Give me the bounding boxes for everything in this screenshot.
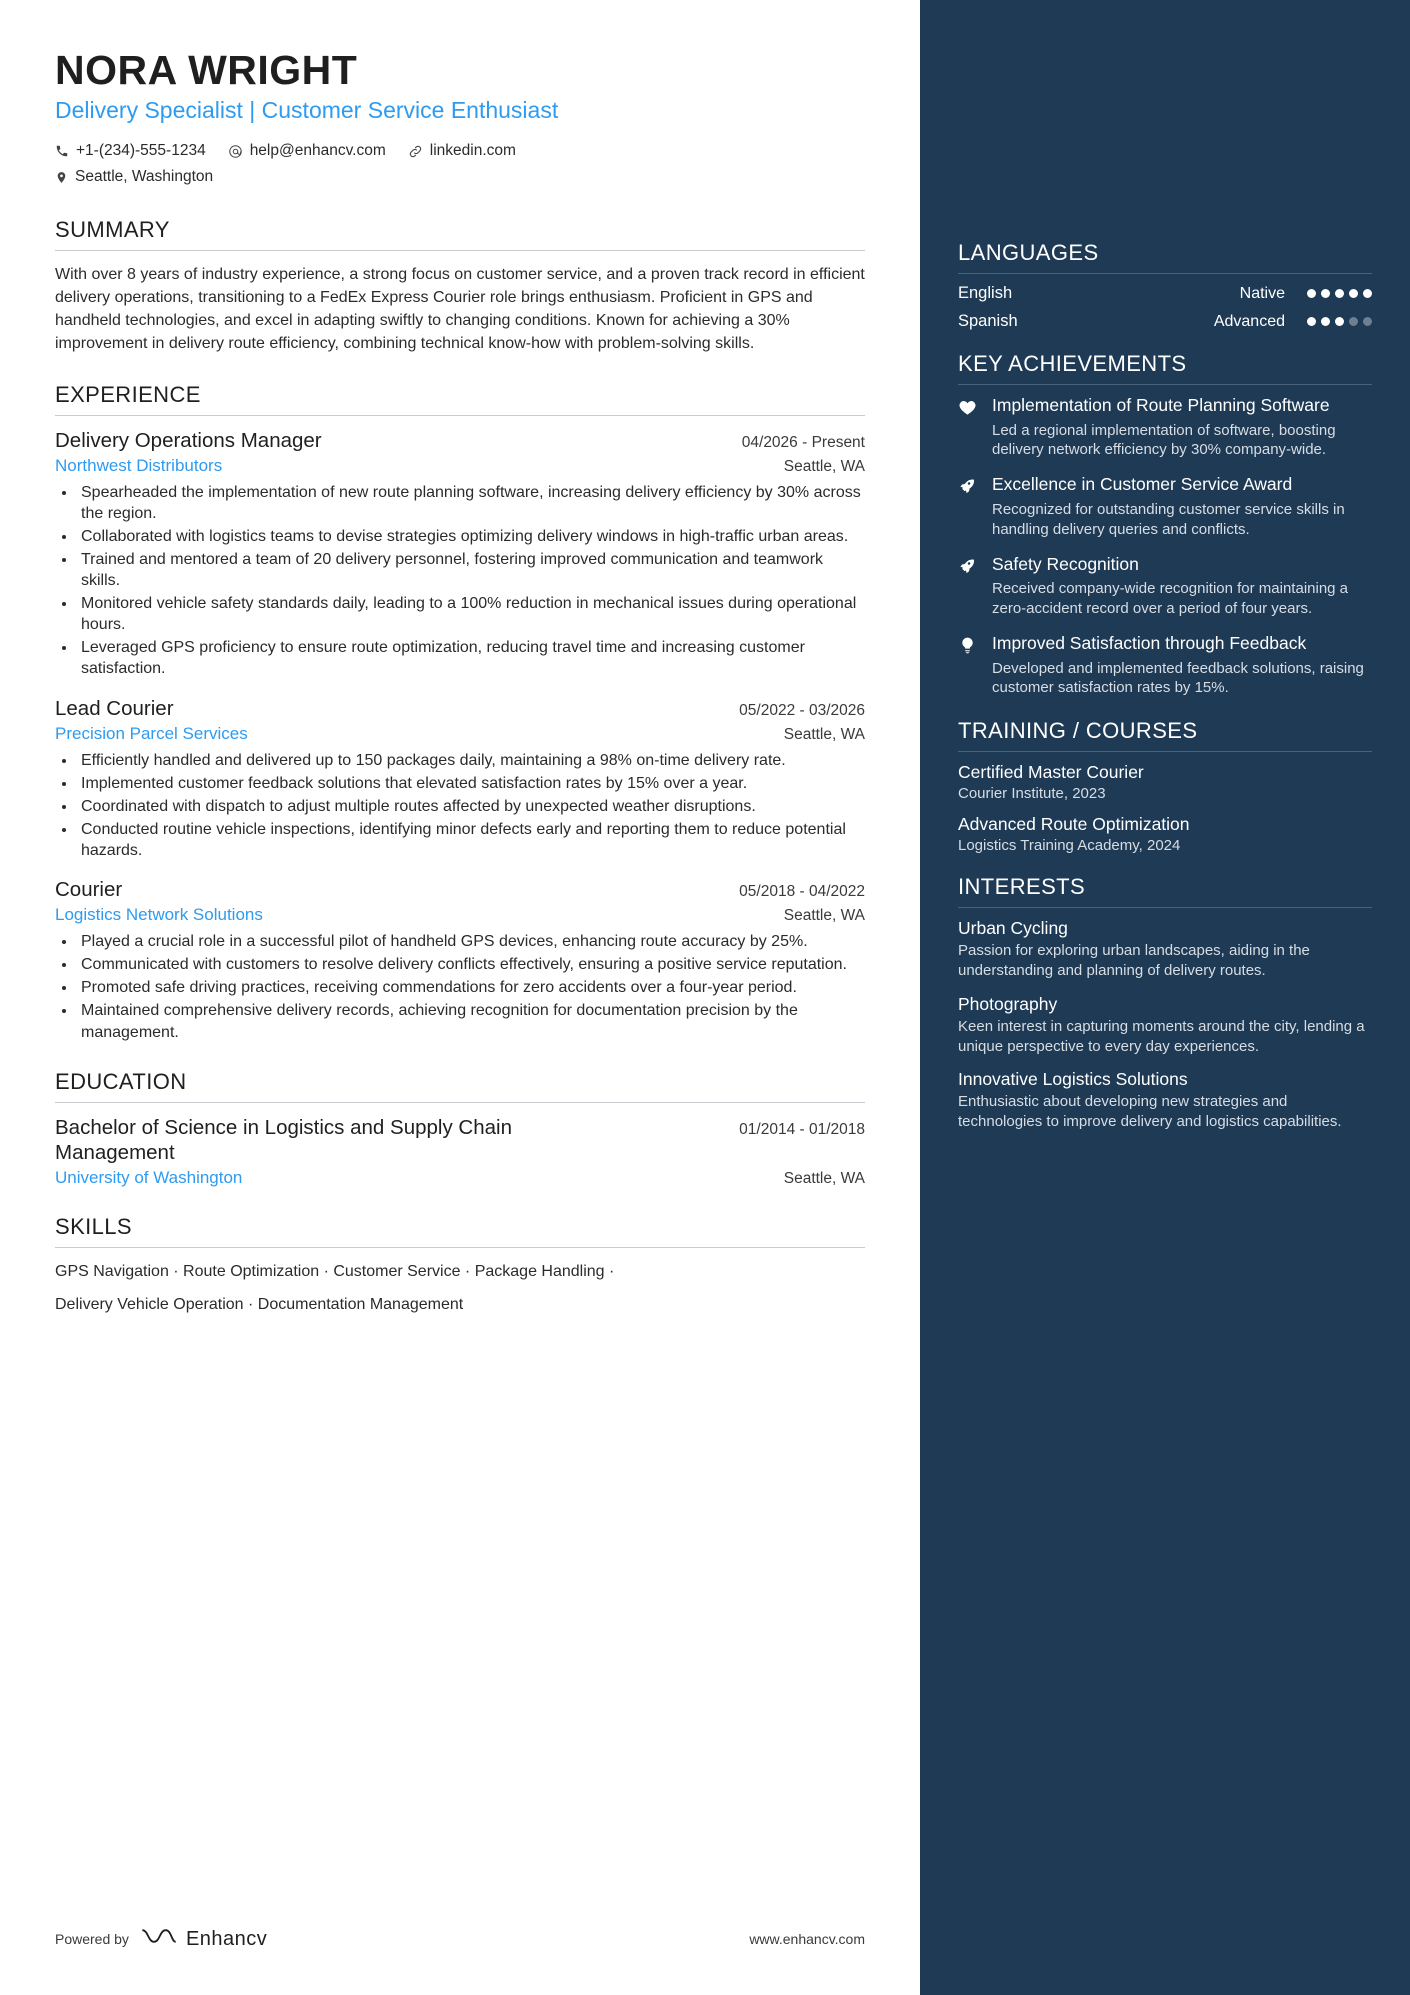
- interest-title: Urban Cycling: [958, 918, 1068, 939]
- contact-email-text: help@enhancv.com: [249, 142, 386, 160]
- brand-name: Enhancv: [185, 1927, 268, 1950]
- interest-item: [958, 994, 1372, 1057]
- footer-website[interactable]: www.enhancv.com: [749, 1931, 865, 1947]
- rocket-icon: [958, 474, 980, 539]
- section-title-achievements: KEY ACHIEVEMENTS: [958, 351, 1372, 385]
- section-experience: [55, 382, 865, 1043]
- section-interests: [958, 874, 1372, 1132]
- section-title-languages: LANGUAGES: [958, 240, 1372, 274]
- brand-logo: [139, 1925, 267, 1953]
- course-provider: Logistics Training Academy, 2024: [958, 837, 1181, 855]
- interest-item: [958, 1069, 1372, 1132]
- job-bullet: • Leveraged GPS proficiency to ensure route optimization, reducing travel time and increasing customer satisfaction.: [77, 637, 865, 679]
- achievement-desc: Led a regional implementation of software, boosting delivery network efficiency by 30% company-wide.: [992, 421, 1336, 459]
- language-rating: [1307, 289, 1372, 298]
- job-bullets: [55, 482, 865, 680]
- rocket-icon: [958, 554, 980, 619]
- experience-item: [55, 428, 865, 680]
- course-title: Certified Master Courier: [958, 762, 1144, 783]
- achievement-title: Safety Recognition: [992, 553, 1139, 574]
- experience-item-subheader: [55, 724, 865, 744]
- contact-link-text: linkedin.com: [429, 142, 516, 160]
- rating-dot: [1349, 317, 1358, 326]
- interest-desc: Keen interest in capturing moments around the city, lending a unique perspective to every day experiences.: [958, 1017, 1365, 1055]
- summary-text: With over 8 years of industry experience, a strong focus on customer service, and a proven track record in efficient delivery operations, transitioning to a FedEx Express Courier role brings enthusiasm. Proficient in GPS and handheld technologies, and excel in adapting swiftly to changing conditions. Known for achieving a 30% improvement in delivery route efficiency, combining technical know-how with problem-solving skills.: [55, 265, 865, 353]
- achievement-title: Improved Satisfaction through Feedback: [992, 632, 1307, 653]
- link-icon: [408, 144, 423, 159]
- interest-title: Innovative Logistics Solutions: [958, 1069, 1188, 1090]
- achievement-item: [958, 395, 1372, 460]
- job-bullet: • Trained and mentored a team of 20 delivery personnel, fostering improved communication and teamwork skills.: [77, 549, 865, 591]
- course-item: [958, 762, 1372, 802]
- job-company[interactable]: Logistics Network Solutions: [55, 905, 263, 925]
- section-key-achievements: [958, 351, 1372, 698]
- section-title-training: TRAINING / COURSES: [958, 718, 1372, 752]
- rating-dot: [1321, 289, 1330, 298]
- contact-phone-text: +1-(234)-555-1234: [76, 142, 206, 160]
- contact-email: [228, 138, 386, 164]
- interest-item: [958, 918, 1372, 981]
- language-level: Advanced: [1213, 312, 1285, 330]
- section-title-interests: INTERESTS: [958, 874, 1372, 908]
- job-bullet: • Communicated with customers to resolve delivery conflicts effectively, ensuring a positive service reputation.: [77, 954, 865, 975]
- bulb-icon: [958, 633, 980, 698]
- powered-by: [55, 1925, 267, 1953]
- experience-item-header: [55, 696, 865, 721]
- headline: Delivery Specialist | Customer Service Enthusiast: [55, 97, 559, 124]
- achievement-title: Excellence in Customer Service Award: [992, 474, 1293, 495]
- course-title: Advanced Route Optimization: [958, 814, 1190, 835]
- job-location: Seattle, WA: [783, 725, 865, 743]
- contact-link: [408, 138, 516, 164]
- job-date: 05/2022 - 03/2026: [739, 701, 865, 719]
- language-name: English: [958, 284, 1013, 302]
- page-title: NORA WRIGHT: [55, 47, 358, 93]
- course-item: [958, 814, 1372, 854]
- experience-item-header: [55, 428, 865, 453]
- experience-item-header: [55, 877, 865, 902]
- experience-item-subheader: [55, 905, 865, 925]
- rating-dot: [1363, 289, 1372, 298]
- experience-item: [55, 696, 865, 862]
- job-bullets: [55, 750, 865, 862]
- language-item: [958, 284, 1372, 303]
- job-location: Seattle, WA: [783, 907, 865, 925]
- school-name[interactable]: University of Washington: [55, 1167, 243, 1187]
- rating-dot: [1307, 317, 1316, 326]
- section-education: [55, 1069, 865, 1188]
- job-company[interactable]: Precision Parcel Services: [55, 723, 248, 743]
- achievement-desc: Recognized for outstanding customer service skills in handling delivery queries and conflicts.: [992, 500, 1345, 538]
- education-item-header: [55, 1115, 865, 1165]
- section-title-experience: EXPERIENCE: [55, 382, 865, 416]
- achievement-desc: Developed and implemented feedback solutions, raising customer satisfaction rates by 15%.: [992, 659, 1364, 697]
- education-item: [55, 1115, 865, 1188]
- rating-dot: [1335, 317, 1344, 326]
- job-bullet: • Maintained comprehensive delivery records, achieving recognition for documentation precision by the management.: [77, 1000, 865, 1042]
- heart-icon: [958, 395, 980, 460]
- language-name: Spanish: [958, 312, 1018, 330]
- job-bullet: • Conducted routine vehicle inspections, identifying minor defects early and reporting them to reduce potential hazards.: [77, 819, 865, 861]
- powered-by-label: Powered by: [55, 1931, 129, 1947]
- section-title-education: EDUCATION: [55, 1069, 865, 1103]
- education-item-subheader: [55, 1168, 865, 1188]
- job-bullet: • Promoted safe driving practices, receiving commendations for zero accidents over a four-year period.: [77, 977, 865, 998]
- section-training-courses: [958, 718, 1372, 854]
- rating-dot: [1307, 289, 1316, 298]
- job-title: Lead Courier: [55, 696, 174, 720]
- achievement-item: [958, 474, 1372, 539]
- interest-desc: Passion for exploring urban landscapes, aiding in the understanding and planning of delivery routes.: [958, 942, 1310, 979]
- experience-item-subheader: [55, 456, 865, 476]
- section-title-skills: SKILLS: [55, 1214, 865, 1248]
- achievement-item: [958, 633, 1372, 698]
- location-icon: [55, 170, 68, 185]
- interest-title: Photography: [958, 993, 1058, 1014]
- achievement-desc: Received company-wide recognition for maintaining a zero-accident record over a period of four years.: [992, 580, 1349, 618]
- job-title: Delivery Operations Manager: [55, 428, 322, 452]
- education-location: Seattle, WA: [783, 1169, 865, 1187]
- job-bullet: • Collaborated with logistics teams to devise strategies optimizing delivery windows in high-traffic urban areas.: [77, 526, 865, 547]
- phone-icon: [55, 144, 69, 158]
- contact-phone: [55, 138, 206, 164]
- job-company[interactable]: Northwest Distributors: [55, 455, 223, 475]
- rating-dot: [1349, 289, 1358, 298]
- contact-row: [55, 138, 865, 191]
- contact-location: [55, 164, 213, 190]
- education-date: 01/2014 - 01/2018: [739, 1120, 865, 1138]
- job-date: 05/2018 - 04/2022: [739, 883, 865, 901]
- skills-line: GPS Navigation · Route Optimization · Customer Service · Package Handling ·: [55, 1262, 615, 1280]
- job-bullet: • Coordinated with dispatch to adjust multiple routes affected by unexpected weather disruptions.: [77, 796, 865, 817]
- language-item: [958, 312, 1372, 331]
- job-title: Courier: [55, 878, 123, 902]
- job-bullet: • Efficiently handled and delivered up to 150 packages daily, maintaining a 98% on-time delivery rate.: [77, 750, 865, 771]
- enhancv-mark-icon: [139, 1925, 179, 1953]
- job-location: Seattle, WA: [783, 457, 865, 475]
- course-provider: Courier Institute, 2023: [958, 785, 1106, 803]
- section-title-summary: SUMMARY: [55, 217, 865, 251]
- section-summary: [55, 217, 865, 356]
- email-icon: [228, 144, 243, 159]
- language-rating: [1307, 317, 1372, 326]
- interest-desc: Enthusiastic about developing new strategies and technologies to improve delivery and logistics capabilities.: [958, 1093, 1342, 1131]
- job-date: 04/2026 - Present: [741, 433, 865, 451]
- job-bullet: • Played a crucial role in a successful pilot of handheld GPS devices, enhancing route accuracy by 25%.: [77, 931, 865, 952]
- rating-dot: [1363, 317, 1372, 326]
- achievement-title: Implementation of Route Planning Software: [992, 395, 1330, 415]
- achievement-item: [958, 554, 1372, 619]
- language-level: Native: [1239, 284, 1285, 302]
- job-bullets: [55, 931, 865, 1043]
- rating-dot: [1335, 289, 1344, 298]
- page-footer: [55, 1925, 865, 1953]
- section-languages: [958, 240, 1372, 331]
- job-bullet: • Monitored vehicle safety standards daily, leading to a 100% reduction in mechanical issues during operational hours.: [77, 593, 865, 635]
- rating-dot: [1321, 317, 1330, 326]
- section-skills: [55, 1214, 865, 1316]
- job-bullet: • Spearheaded the implementation of new route planning software, increasing delivery efficiency by 30% across the region.: [77, 482, 865, 524]
- experience-item: [55, 877, 865, 1043]
- contact-location-text: Seattle, Washington: [75, 168, 214, 186]
- resume-sidebar: [920, 0, 1410, 1995]
- skills-line: Delivery Vehicle Operation · Documentation Management: [55, 1295, 464, 1313]
- degree-title: Bachelor of Science in Logistics and Supply Chain Management: [55, 1115, 512, 1164]
- job-bullet: • Implemented customer feedback solutions that elevated satisfaction rates by 15% over a year.: [77, 773, 865, 794]
